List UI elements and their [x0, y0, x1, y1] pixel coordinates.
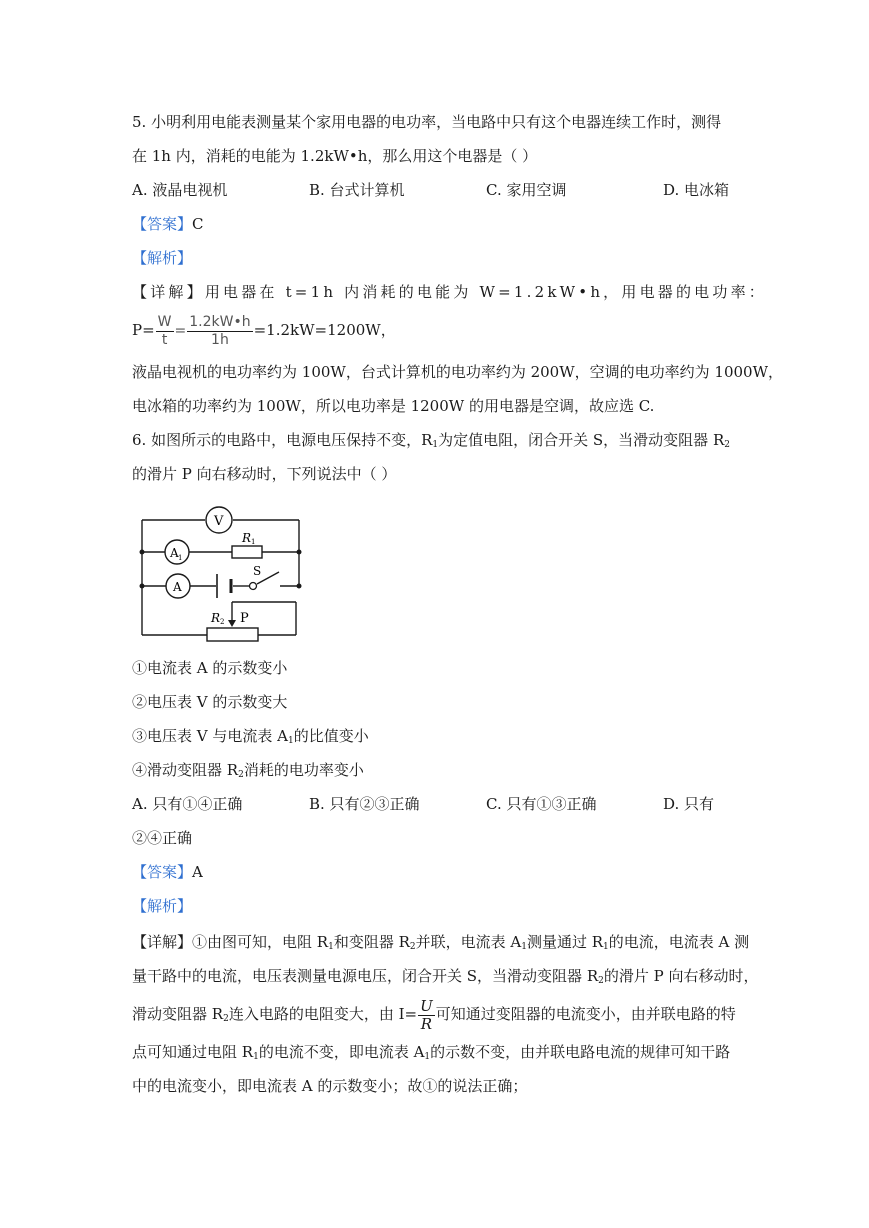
q6-detail-line-1: 【详解】①由图可知，电阻 $R_1$和变阻器 $R_2$并联，电流表 $A_1$测量通过 $R_1$的电流，电流表 A 测 — [132, 933, 750, 952]
resistor-r1 — [232, 546, 262, 558]
q6-statement-2: ②电压表 V 的示数变大 — [132, 693, 288, 711]
circuit-diagram — [132, 500, 312, 642]
formula-fraction-wt: $\frac{W}{t}$ — [157, 313, 172, 348]
switch-label: S — [253, 564, 262, 578]
q6-detail-line-5: 中的电流变小，即电流表 A 的示数变小；故①的说法正确； — [132, 1077, 528, 1095]
slider-label: P — [240, 611, 249, 626]
q5-detail-line-1 — [132, 282, 767, 302]
formula-result: =1.2kW=1200W， — [253, 321, 396, 339]
ammeter-a1-sub: 1 — [178, 554, 183, 562]
formula-fraction-values: $\frac{1.2kW•h}{1h}$ — [189, 313, 251, 348]
formula-prefix: P= — [132, 321, 155, 339]
q6-answer — [132, 862, 203, 882]
q6-statement-3: ③电压表 V 与电流表 $A_1$的比值变小 — [132, 727, 369, 746]
ammeter-a-label: A — [173, 580, 182, 594]
q5-option-c: C. 家用空调 — [486, 181, 567, 199]
answer-value: A — [192, 863, 203, 881]
resistor-r1-label: R — [242, 531, 252, 545]
ammeter-a1-label: A — [170, 546, 179, 560]
switch-s — [250, 583, 257, 590]
rheostat-r2 — [207, 628, 258, 641]
q6-option-d-cont: ②④正确 — [132, 829, 193, 847]
q6-statement-1: ①电流表 A 的示数变小 — [132, 659, 288, 677]
q5-option-d: D. 电冰箱 — [663, 181, 730, 199]
q5-option-b: B. 台式计算机 — [309, 181, 405, 199]
q6-option-a: A. 只有①④正确 — [132, 795, 243, 813]
q5-answer — [132, 214, 204, 234]
q5-option-a: A. 液晶电视机 — [132, 181, 228, 199]
battery — [217, 574, 231, 598]
resistor-r1-sub: 1 — [251, 538, 256, 546]
rheostat-label: R — [211, 611, 221, 625]
q6-detail-line-4: 点可知通过电阻 $R_1$的电流不变，即电流表 $A_1$的示数不变，由并联电路电流的规律可知干路 — [132, 1043, 731, 1062]
junction-dot — [140, 550, 145, 555]
q6-detail-line-2: 量干路中的电流，电压表测量电源电压，闭合开关 S，当滑动变阻器 $R_2$的滑片 P 向右移动时， — [132, 967, 759, 986]
detail-text: 用电器在 t=1h 内消耗的电能为 W=1.2kW•h，用电器的电功率： — [204, 283, 767, 301]
q6-analysis-tag: 【解析】 — [132, 897, 193, 915]
q5-formula: P= $\frac{W}{t}$ = $\frac{1.2kW•h}{1h}$ =1.2kW=1200W， — [132, 313, 396, 348]
answer-tag: 【答案】 — [132, 863, 193, 881]
q6-stem-line-1: 6. 如图所示的电路中，电源电压保持不变，$R_1$为定值电阻，闭合开关 S，当滑动变阻器 $R_2$ — [132, 431, 730, 450]
junction-dot — [140, 584, 145, 589]
q5-detail-line-3: 液晶电视机的电功率约为 100W，台式计算机的电功率约为 200W，空调的电功率约为 1000W， — [132, 363, 783, 381]
rheostat-sub: 2 — [220, 618, 225, 626]
q5-analysis-tag: 【解析】 — [132, 249, 193, 267]
q5-detail-line-4: 电冰箱的功率约为 100W，所以电功率是 1200W 的用电器是空调，故应选 C. — [132, 397, 655, 415]
junction-dot — [297, 584, 302, 589]
q6-option-b: B. 只有②③正确 — [309, 795, 420, 813]
q5-stem-line-1: 5. 小明利用电能表测量某个家用电器的电功率，当电路中只有这个电器连续工作时，测得 — [132, 113, 722, 131]
q6-option-c: C. 只有①③正确 — [486, 795, 597, 813]
ohms-law-fraction: $\frac{U}{R}$ — [420, 996, 433, 1033]
answer-value: C — [192, 215, 204, 233]
answer-tag: 【答案】 — [132, 215, 193, 233]
slider-arrow — [228, 620, 236, 627]
q6-detail-line-3: 滑动变阻器 $R_2$连入电路的电阻变大，由 I= $\frac{U}{R}$ 可知通过变阻器的电流变小，由并联电路的特 — [132, 996, 736, 1033]
detail-tag: 【详解】 — [132, 283, 205, 301]
q6-option-d: D. 只有 — [663, 795, 715, 813]
q6-statement-4: ④滑动变阻器 $R_2$消耗的电功率变小 — [132, 761, 364, 780]
voltmeter-label: V — [214, 514, 224, 529]
detail-tag: 【详解】 — [132, 933, 193, 951]
junction-dot — [297, 550, 302, 555]
q5-stem-line-2: 在 1h 内，消耗的电能为 1.2kW•h，那么用这个电器是（ ） — [132, 147, 538, 165]
q6-stem-line-2: 的滑片 P 向右移动时，下列说法中（ ） — [132, 465, 397, 483]
